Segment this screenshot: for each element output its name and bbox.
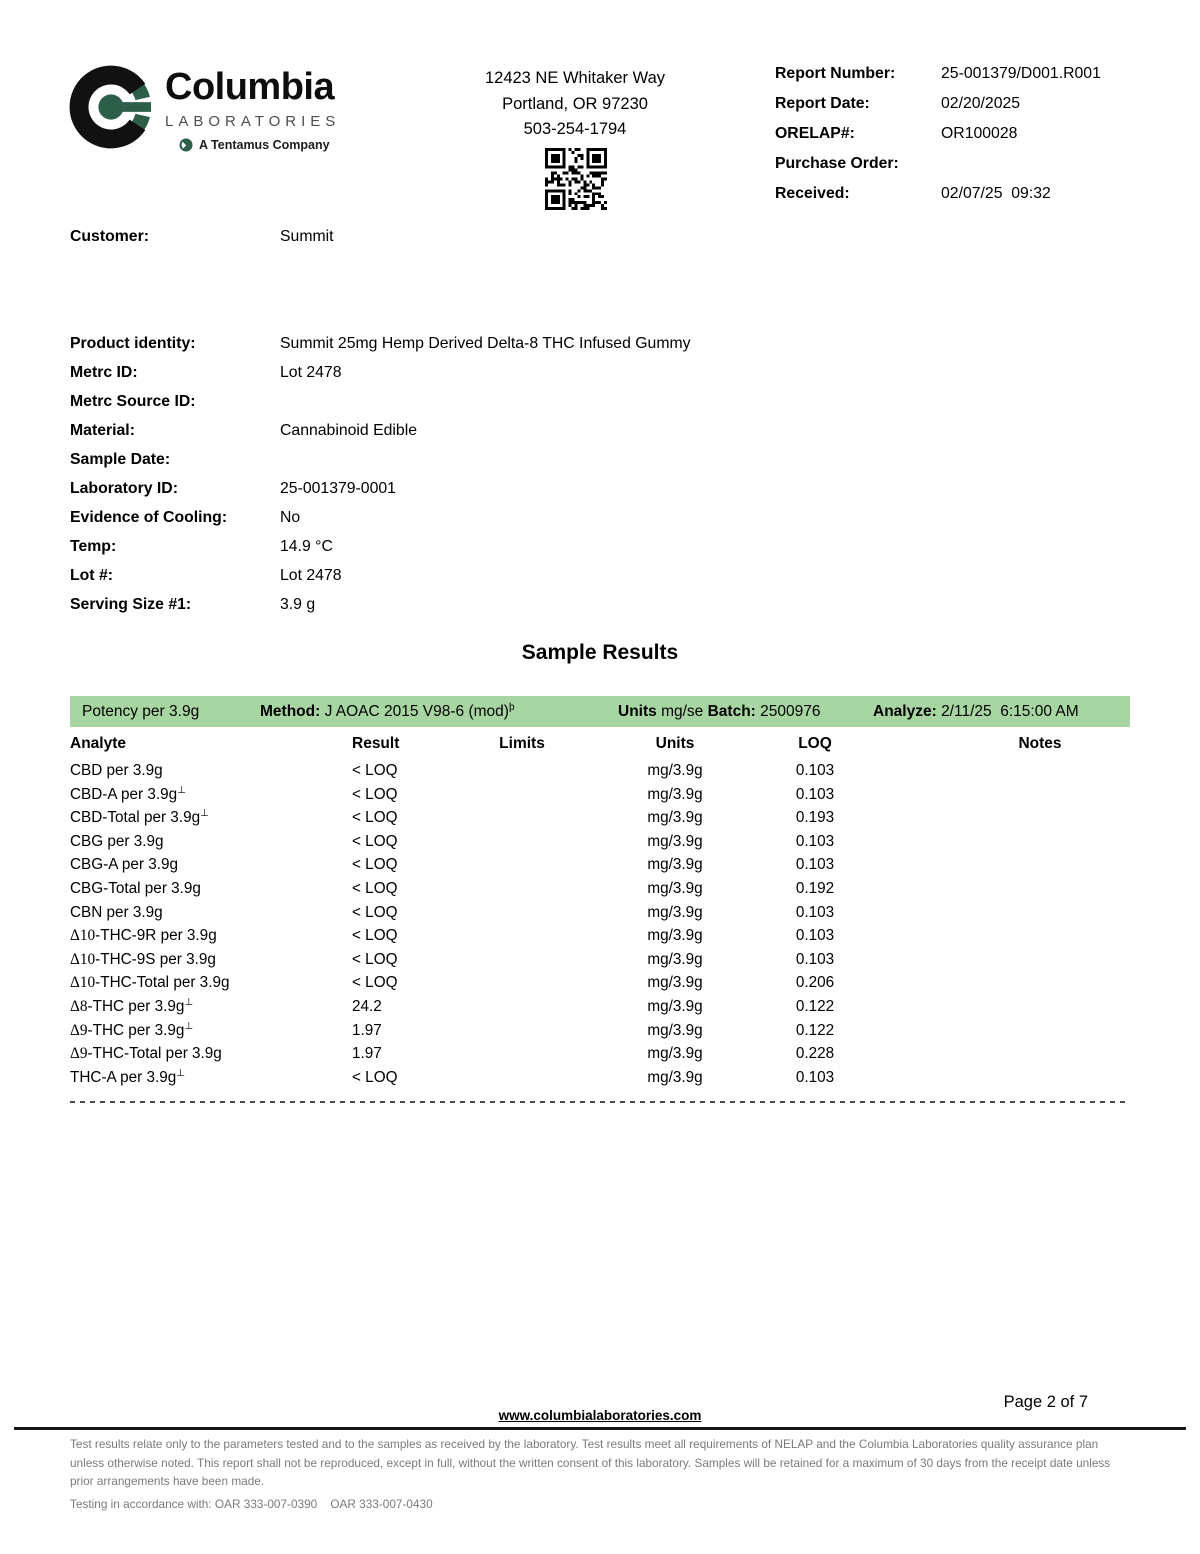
section-divider	[70, 1101, 1126, 1103]
assay-name: Potency per 3.9g	[82, 703, 200, 720]
table-row	[70, 786, 1130, 810]
column-header: Notes	[1018, 735, 1062, 752]
tentamus-tagline	[179, 138, 340, 152]
analyte-name: Δ10-THC-Total per 3.9g	[70, 974, 230, 992]
loq-value: 0.193	[795, 809, 835, 827]
loq-value: 0.103	[795, 1068, 835, 1086]
field-value: No	[280, 509, 301, 526]
table-row	[70, 1045, 1130, 1069]
field-value: Cannabinoid Edible	[280, 422, 418, 439]
result-value: < LOQ	[352, 856, 398, 874]
column-header: Units	[655, 735, 695, 752]
result-value: < LOQ	[352, 809, 398, 827]
column-header: Analyte	[70, 735, 126, 752]
field-value: 02/07/25 09:32	[941, 185, 1051, 202]
analyte-name: Δ8-THC per 3.9g⊥	[70, 996, 194, 1015]
analyte-name: CBD per 3.9g	[70, 762, 163, 779]
loq-value: 0.103	[795, 856, 835, 874]
field-value: OR100028	[941, 125, 1018, 142]
field-value	[941, 154, 1101, 173]
method-info: Method: J AOAC 2015 V98-6 (mod)$^þ$	[260, 701, 515, 720]
result-value: < LOQ	[352, 927, 398, 945]
units-value: mg/3.9g	[647, 832, 703, 850]
field-label: Purchase Order:	[775, 155, 899, 172]
results-table-header	[70, 735, 1130, 755]
field-value: 3.9 g	[280, 596, 316, 613]
field-label: ORELAP#:	[775, 125, 855, 142]
loq-value: 0.103	[795, 785, 835, 803]
results-band	[70, 696, 1130, 727]
analyte-name: CBD-A per 3.9g⊥	[70, 784, 186, 803]
customer-label: Customer:	[70, 228, 149, 245]
result-value: 24.2	[352, 997, 382, 1015]
table-row	[70, 880, 1130, 904]
logo-subtitle: LABORATORIES	[165, 112, 341, 130]
loq-value: 0.228	[795, 1045, 835, 1063]
result-value: < LOQ	[352, 832, 398, 850]
field-label: Report Date:	[775, 95, 870, 112]
page-number: Page 2 of 7	[1003, 1393, 1088, 1411]
loq-value: 0.103	[795, 927, 835, 945]
units-value: mg/3.9g	[647, 950, 703, 968]
units-value: mg/3.9g	[647, 974, 703, 992]
address-line: Portland, OR 97230	[502, 94, 648, 113]
footer-disclaimer	[70, 1435, 1128, 1514]
analyte-name: Δ9-THC-Total per 3.9g	[70, 1045, 222, 1063]
field-label: Metrc ID:	[70, 364, 138, 381]
units-value: mg/3.9g	[647, 1021, 703, 1039]
lab-address	[420, 66, 730, 143]
field-label: Metrc Source ID:	[70, 393, 196, 410]
field-value: Summit 25mg Hemp Derived Delta-8 THC Infused Gummy	[280, 335, 691, 352]
field-value: 02/20/2025	[941, 95, 1021, 112]
footer-rule	[14, 1427, 1186, 1430]
result-value: 1.97	[352, 1021, 382, 1039]
result-value: < LOQ	[352, 974, 398, 992]
loq-value: 0.103	[795, 762, 835, 779]
table-row	[70, 927, 1130, 951]
units-batch-info: Units mg/se Batch: 2500976	[618, 703, 821, 720]
table-row	[70, 974, 1130, 998]
field-label: Material:	[70, 422, 135, 439]
field-label: Temp:	[70, 538, 117, 555]
units-value: mg/3.9g	[647, 997, 703, 1015]
result-value: < LOQ	[352, 762, 398, 779]
units-value: mg/3.9g	[647, 809, 703, 827]
field-value: 25-001379/D001.R001	[941, 65, 1101, 82]
field-value: 14.9 °C	[280, 538, 333, 555]
field-value: Lot 2478	[280, 567, 342, 584]
field-value: 25-001379-0001	[280, 480, 396, 497]
loq-value: 0.103	[795, 832, 835, 850]
units-value: mg/3.9g	[647, 927, 703, 945]
report-info-block	[775, 64, 1101, 203]
table-row	[70, 998, 1130, 1022]
result-value: 1.97	[352, 1045, 382, 1063]
table-row	[70, 833, 1130, 857]
column-header: Limits	[499, 735, 545, 752]
analyte-name: CBN per 3.9g	[70, 903, 163, 921]
results-table-body	[70, 762, 1130, 1092]
table-row	[70, 762, 1130, 786]
field-value: Lot 2478	[280, 364, 342, 381]
column-header: LOQ	[798, 735, 832, 752]
field-value	[280, 450, 691, 469]
table-row	[70, 1069, 1130, 1093]
field-label: Sample Date:	[70, 451, 171, 468]
address-line: 12423 NE Whitaker Way	[484, 69, 666, 87]
qr-code	[545, 148, 607, 210]
disclaimer-text: Test results relate only to the parameters tested and to the samples as received by the laboratory. Test results meet all requirements of NELAP and the Columbia Laboratories quality assurance plan unless otherwise noted. This report shall not be reproduced, except in full, without the written consent of this laboratory. Samples will be retained for a maximum of 30 days from the receipt date unless prior arrangements have been made.	[70, 1437, 1111, 1489]
table-row	[70, 1022, 1130, 1046]
loq-value: 0.103	[795, 903, 835, 921]
table-row	[70, 951, 1130, 975]
phone-number: 503-254-1794	[523, 120, 627, 139]
analyte-name: Δ10-THC-9S per 3.9g	[70, 950, 216, 968]
table-row	[70, 809, 1130, 833]
customer-value: Summit	[280, 228, 334, 245]
sample-info-block	[70, 334, 691, 614]
loq-value: 0.192	[795, 879, 835, 897]
analyte-name: CBD-Total per 3.9g⊥	[70, 808, 209, 827]
units-value: mg/3.9g	[647, 903, 703, 921]
field-label: Report Number:	[775, 65, 896, 82]
units-value: mg/3.9g	[647, 762, 703, 779]
result-value: < LOQ	[352, 879, 398, 897]
field-label: Lot #:	[70, 567, 113, 584]
units-value: mg/3.9g	[647, 879, 703, 897]
columbia-logo-icon	[66, 62, 156, 152]
analyze-info: Analyze: 2/11/25 6:15:00 AM	[873, 703, 1079, 720]
field-label: Product identity:	[70, 335, 196, 352]
tagline-label: A Tentamus Company	[199, 137, 330, 152]
analyte-name: CBG per 3.9g	[70, 832, 164, 850]
columbia-logo	[66, 62, 340, 152]
section-title: Sample Results	[521, 641, 679, 664]
tentamus-icon	[179, 138, 193, 152]
loq-value: 0.122	[795, 997, 835, 1015]
units-value: mg/3.9g	[647, 1068, 703, 1086]
accordance-text: Testing in accordance with: OAR 333-007-0390 OAR 333-007-0430	[70, 1496, 433, 1511]
logo-brand-name: Columbia	[165, 66, 335, 108]
analyte-name: CBG-A per 3.9g	[70, 856, 178, 874]
field-label: Laboratory ID:	[70, 480, 178, 497]
field-label: Evidence of Cooling:	[70, 509, 228, 526]
units-value: mg/3.9g	[647, 1045, 703, 1063]
analyte-name: Δ9-THC per 3.9g⊥	[70, 1020, 194, 1039]
units-value: mg/3.9g	[647, 856, 703, 874]
logo-text	[165, 62, 340, 152]
field-value	[280, 392, 691, 411]
loq-value: 0.206	[795, 974, 835, 992]
result-value: < LOQ	[352, 785, 398, 803]
customer-row	[70, 228, 334, 246]
units-value: mg/3.9g	[647, 785, 703, 803]
field-label: Received:	[775, 185, 850, 202]
website-link[interactable]: www.columbialaboratories.com	[498, 1408, 702, 1423]
loq-value: 0.122	[795, 1021, 835, 1039]
table-row	[70, 856, 1130, 880]
result-value: < LOQ	[352, 903, 398, 921]
analyte-name: Δ10-THC-9R per 3.9g	[70, 927, 217, 945]
analyte-name: CBG-Total per 3.9g	[70, 879, 201, 897]
field-label: Serving Size #1:	[70, 596, 192, 613]
analyte-name: THC-A per 3.9g⊥	[70, 1067, 185, 1086]
result-value: < LOQ	[352, 950, 398, 968]
loq-value: 0.103	[795, 950, 835, 968]
result-value: < LOQ	[352, 1068, 398, 1086]
column-header: Result	[352, 735, 400, 752]
table-row	[70, 904, 1130, 928]
